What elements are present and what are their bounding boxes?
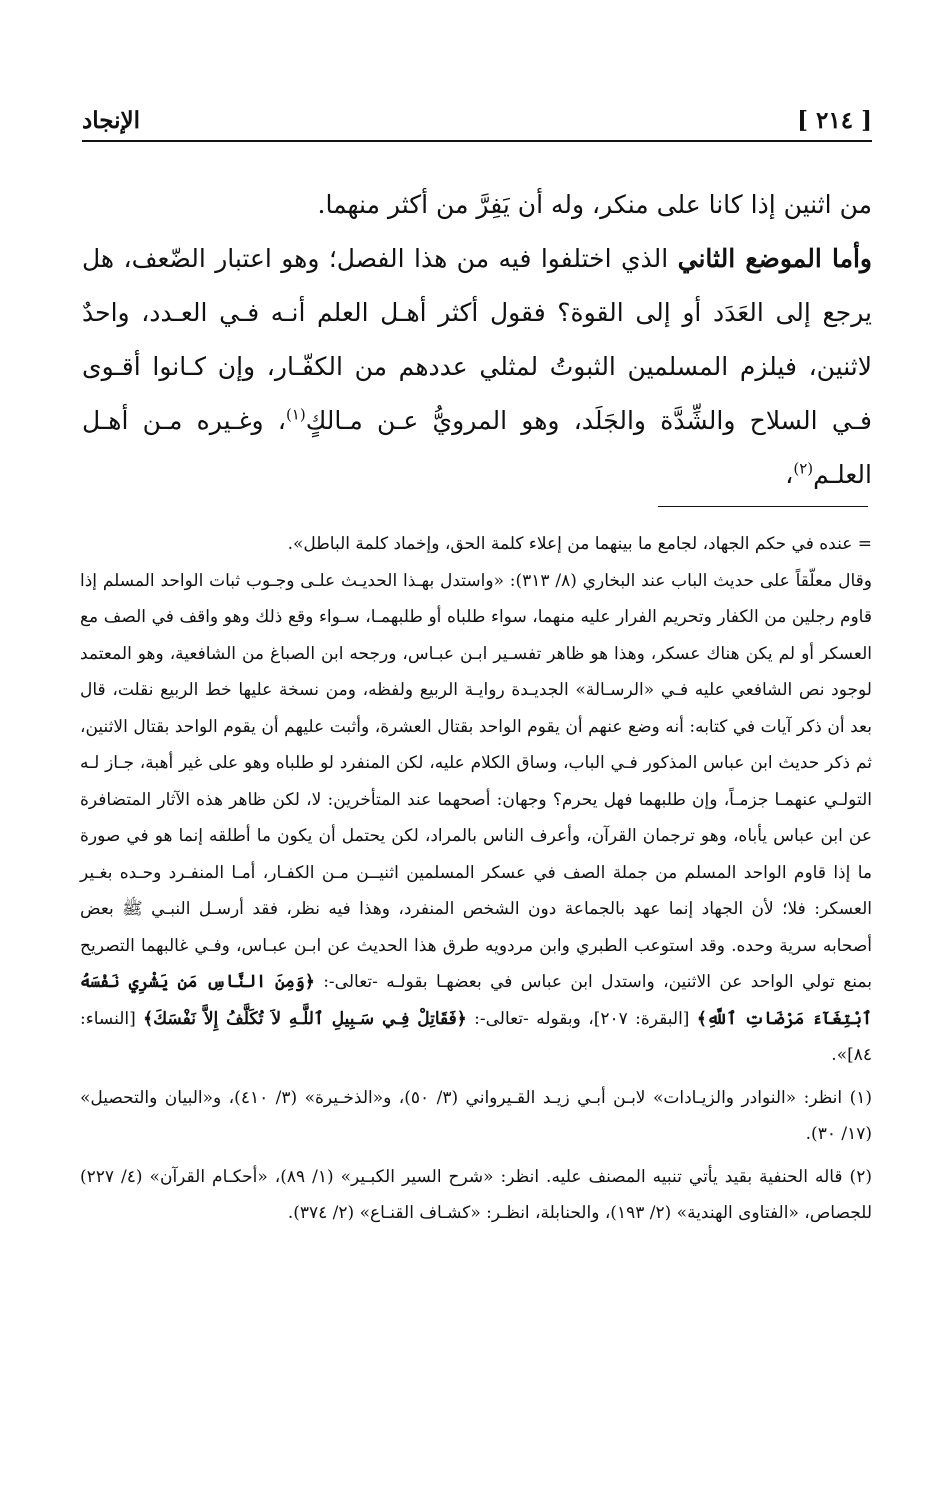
verse-reference-1: [البقرة: ٢٠٧]، وبقوله -تعالى-: [466,1008,697,1029]
quran-verse-1: ﴿وَمِنَ النَّاسِ مَن يَشْرِي نَفْسَهُ ٱبْتِغَآءَ مَرْضَاتِ ٱللَّهِ﴾ [80,972,873,1029]
footnote-commentary [80,563,872,1074]
footnote-2: (٢) قاله الحنفية بقيد يأتي تنبيه المصنف عليه. انظر: «شرح السير الكبـير» (١/ ٨٩)، «أحكـام القرآن» (٤/ ٢٢٧) للجصاص، «الفتاوى الهندية» (٢/ ١٩٣)، والحنابلة، انظـر: «كشـاف القنـاع» (٢/ ٣٧٤). [80,1166,872,1223]
footnote-ref-2: (٢) [793,459,814,478]
footnote-continued: = عنده في حكم الجهاد، لجامع ما بينهما من إعلاء كلمة الحق، وإخماد كلمة الباطل». [287,534,872,554]
page-header [82,98,872,142]
footnote-ref-1: (١) [285,405,306,424]
footnotes [80,526,872,1232]
quran-verse-2: ﴿فَقَاتِلْ فِـي سَـبِيلِ ٱللَّـهِ لاَ تُكَلَّفُ إِلاَّ نَفْسَكَ﴾ [143,1008,467,1029]
book-title: الإنجاد [82,107,141,134]
footnote-1: (١) انظر: «النوادر والزيـادات» لابـن أبـي زيـد القـيرواني (٣/ ٥٠)، و«الذخـيرة» (٣/ ٤١٠)، و«البيان والتحصيل» (١٧/ ٣٠). [80,1087,872,1144]
section-lead: وأما الموضع الثاني [677,244,872,273]
paragraph-text: الذي اختلفوا فيه من هذا الفصل؛ وهو اعتبار الضّعف، هل يرجع إلى العَدَد أو إلى القوة؟ فقول أكثر أهـل العلم أنـه فـي العـدد، واحدٌ لاثنين، فيلزم المسلمين الثبوتُ لمثلي عددهم من الكفّـار، وإن كـانوا أقـوى فـي السلاح والشِّدَّة والجَلَد، وهو المرويُّ عـن مـالكٍ [82,244,872,435]
main-text [82,178,872,502]
footnote-separator [658,506,868,507]
paragraph-text: ، وغـيره مـن أهـل العلـم [82,406,872,489]
page-number: [ ٢١٤ ] [797,107,872,134]
verse-reference-2: [النساء: ٨٤]». [80,1008,872,1065]
main-paragraph-2 [82,232,872,502]
main-paragraph-1: من اثنين إذا كانا على منكر، وله أن يَفِرَّ من أكثر منهما. [317,190,872,219]
paragraph-text: ، [785,460,794,489]
commentary-text: وقال معلّقاً على حديث الباب عند البخاري (٨/ ٣١٣): «واستدل بهـذا الحديـث علـى وجـوب ثبات الواحد المسلم إذا قاوم رجلين من الكفار وتحريم الفرار عليه منهما، سواء طلباه أو طلبهمـا، سـواء وقع ذلك وهو واقف في الصف مع العسكر أو لم يكن هناك عسكر، وهذا هو ظاهر تفسـير ابـن عبـاس، ورجحه ابن الصباغ من الشافعية، وهو المعتمد لوجود نص الشافعي عليه فـي «الرسـالة» الجديـدة روايـة الربيع ولفظه، ومن نسخة عليها خط الربيع نقلت، قال بعد أن ذكر آيات في كتابه: أنه وضع عنهم أن يقوم الواحد بقتال العشرة، وأثبت عليهم أن يقوم الواحد بقتال الاثنين، ثم ذكر حديث ابن عباس المذكور فـي الباب، وساق الكلام عليه، لكن المنفرد لو طلباه وهو على غير أهبة، جـاز لـه التولـي عنهمـا جزمـاً، وإن طلبهما فهل يحرم؟ وجهان: أصحهما عند المتأخرين: لا، لكن ظاهر هذه الآثار المتضافرة عن ابن عباس يأباه، وهو ترجمان القرآن، وأعرف الناس بالمراد، لكن يحتمل أن يكون ما أطلقه إنما هو في صورة ما إذا قاوم الواحد المسلم من جملة الصف في عسكر المسلمين اثنيــن مـن الكفـار، أمـا المنفـرد وحـده بغـير العسكر: فلا؛ لأن الجهاد إنما عهد بالجماعة دون الشخص المنفرد، وهذا فيه نظر، فقد أرسـل النبـي ﷺ بعض أصحابه سرية وحده. وقد استوعب الطبري وابن مردويه طرق هذا الحديث عن ابـن عبـاس، وفـي غالبهما التصريح بمنع تولي الواحد عن الاثنين، واستدل ابن عباس في بعضهـا بقولـه -تعالى-: [80,570,872,992]
